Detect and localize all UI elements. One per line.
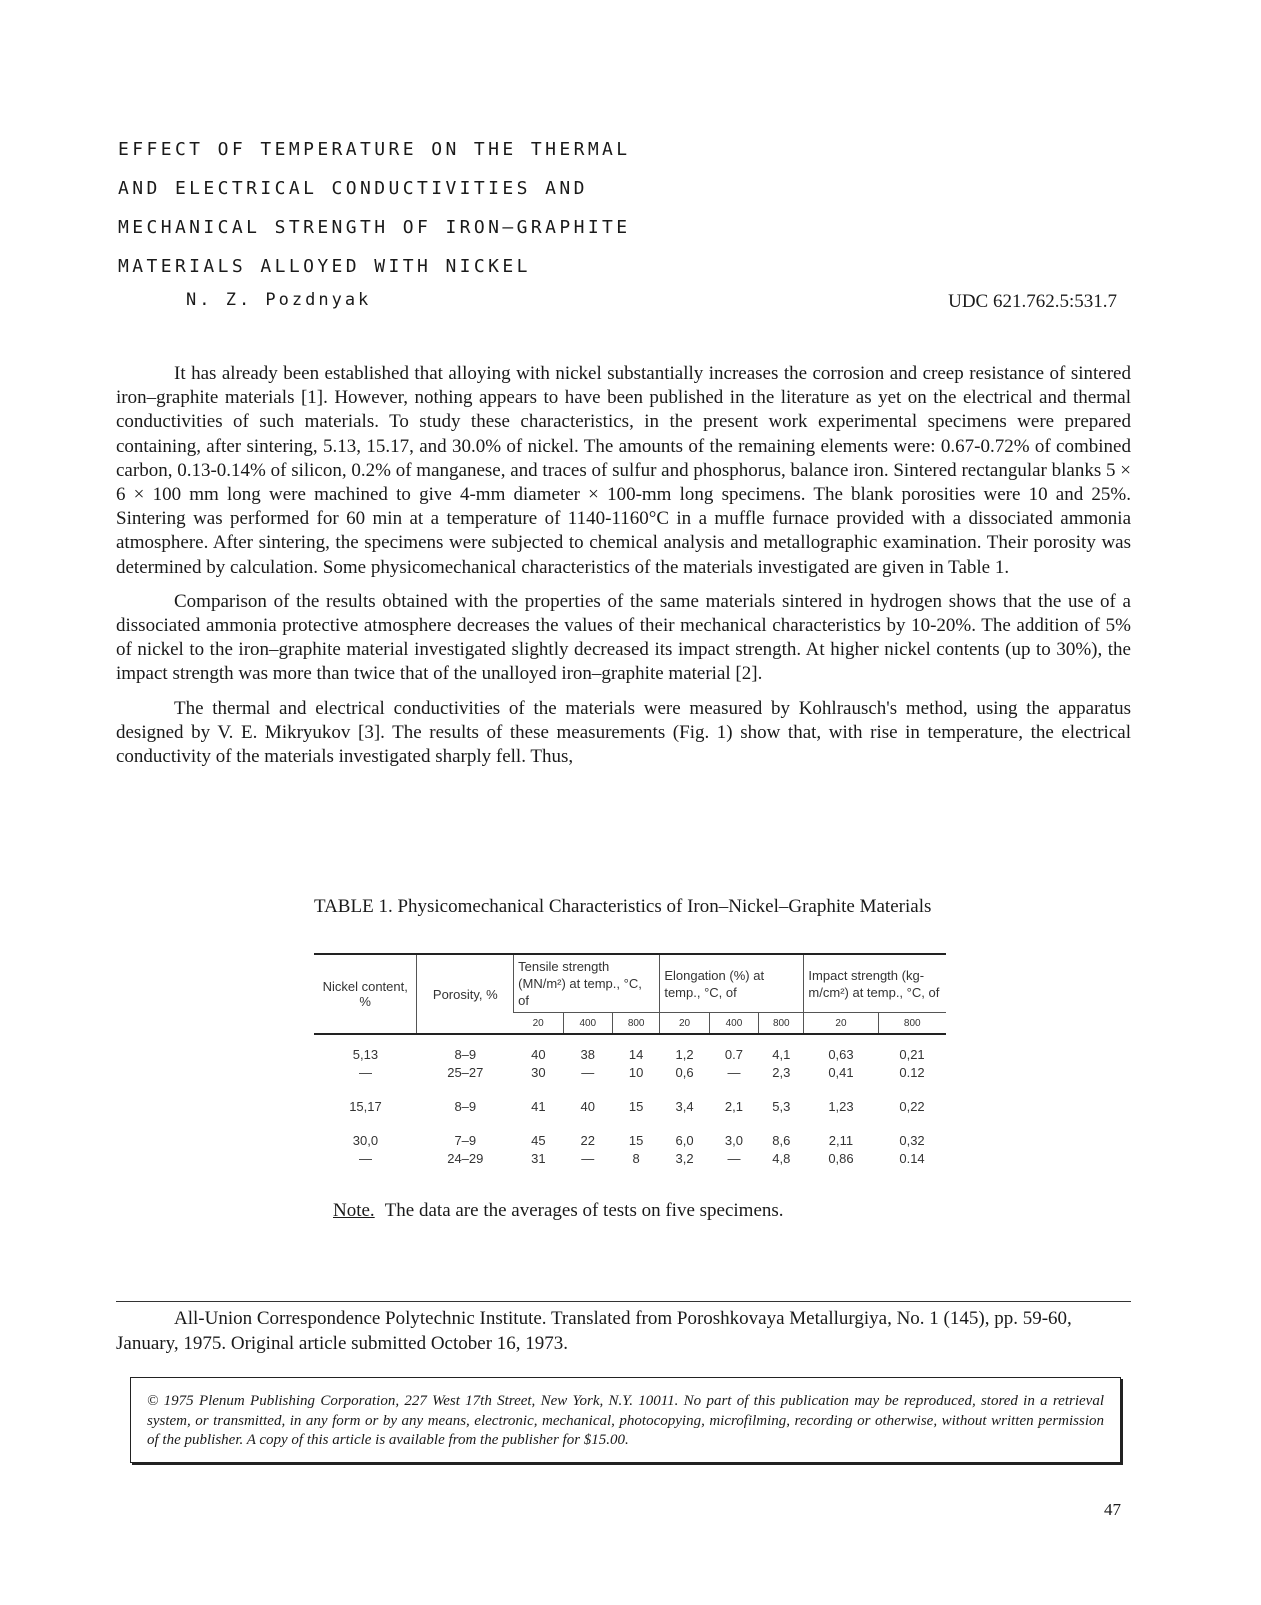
title-line: AND ELECTRICAL CONDUCTIVITIES AND	[118, 178, 588, 199]
table-container	[314, 953, 946, 1167]
table-cell: —	[581, 1064, 595, 1080]
table-cell: 2,1	[724, 1098, 743, 1114]
table-note	[333, 1200, 784, 1222]
subheader-temp: 800	[612, 1013, 659, 1035]
title-line: MECHANICAL STRENGTH OF IRON–GRAPHITE	[118, 217, 631, 238]
header-nickel-content: Nickel content, %	[314, 954, 417, 1034]
table-cell: 6,0	[675, 1132, 694, 1148]
subheader-temp: 20	[660, 1013, 709, 1035]
title-line: MATERIALS ALLOYED WITH NICKEL	[118, 256, 531, 277]
table-cell: 3,4	[675, 1098, 694, 1114]
table-cell: 15	[628, 1132, 644, 1148]
header-impact-strength: Impact strength (kg-m/cm²) at temp., °C, of	[804, 954, 946, 1013]
subheader-temp: 800	[759, 1013, 804, 1035]
table-cell: 30,0	[352, 1132, 379, 1148]
note-text: The data are the averages of tests on five specimens.	[384, 1200, 784, 1221]
table-cell: 4,8	[772, 1150, 791, 1166]
table-row	[314, 1131, 946, 1149]
table-cell: 31	[531, 1150, 546, 1166]
udc-code: UDC 621.762.5:531.7	[948, 291, 1117, 312]
table-row	[314, 1034, 946, 1063]
table-cell: 8–9	[454, 1098, 477, 1114]
table-cell: 0.7	[724, 1046, 743, 1062]
table-cell: —	[581, 1150, 595, 1166]
header-tensile-strength: Tensile strength (MN/m²) at temp., °C, of	[514, 954, 660, 1013]
table-cell: 38	[580, 1046, 596, 1062]
body-paragraph: The thermal and electrical conductivities of the materials were measured by Kohlrausch's method, using the apparatus designed by V. E. Mikryukov [3]. The results of these measurements (Fig. 1) show that, with rise in temperature, the electrical conductivity of the materials investigated sharply fell. Thus,	[116, 697, 1131, 768]
copyright-notice: © 1975 Plenum Publishing Corporation, 227 West 17th Street, New York, N.Y. 10011. No part of this publication may be reproduced, stored in a retrieval system, or transmitted, in any form or by any means, electronic, mechanical, photocopying, microfilming, recording or otherwise, without written permission of the publisher. A copy of this article is available from the publisher for $15.00.	[130, 1377, 1121, 1463]
table-spacer	[314, 1115, 946, 1131]
table-cell: 3,0	[724, 1132, 743, 1148]
header-elongation: Elongation (%) at temp., °C, of	[660, 954, 804, 1013]
note-label: Note.	[333, 1200, 375, 1221]
article-title	[118, 130, 878, 286]
subheader-temp: 20	[514, 1013, 563, 1035]
table-spacer	[314, 1081, 946, 1097]
table-cell: 41	[531, 1098, 546, 1114]
table-row	[314, 1097, 946, 1115]
table-cell: 7–9	[454, 1132, 477, 1148]
page-number: 47	[1104, 1500, 1121, 1519]
table-row	[314, 1149, 946, 1167]
subheader-temp: 800	[878, 1013, 946, 1035]
table-cell: 40	[580, 1098, 596, 1114]
title-line: EFFECT OF TEMPERATURE ON THE THERMAL	[118, 139, 631, 160]
table-cell: —	[727, 1150, 741, 1166]
footnote-divider	[116, 1301, 1131, 1302]
table-cell: 2,3	[772, 1064, 791, 1080]
table-cell: 0,32	[899, 1132, 925, 1148]
table-cell: 0,63	[828, 1046, 854, 1062]
author-name: N. Z. Pozdnyak	[186, 290, 372, 310]
header-porosity: Porosity, %	[417, 954, 514, 1034]
table-cell: 22	[580, 1132, 596, 1148]
table-cell: 8,6	[772, 1132, 791, 1148]
table-cell: 0.12	[899, 1064, 925, 1080]
table-cell: 45	[531, 1132, 546, 1148]
table-cell: 8–9	[454, 1046, 477, 1062]
table-cell: 14	[628, 1046, 644, 1062]
table-row	[314, 1063, 946, 1081]
table-cell: 5,13	[352, 1046, 379, 1062]
table-cell: 0,21	[899, 1046, 925, 1062]
table-cell: 3,2	[675, 1150, 694, 1166]
subheader-temp: 20	[804, 1013, 878, 1035]
table-cell: 10	[628, 1064, 644, 1080]
table-cell: 1,2	[675, 1046, 694, 1062]
body-paragraph: Comparison of the results obtained with the properties of the same materials sintered in hydrogen shows that the use of a dissociated ammonia protective atmosphere decreases the values of their mechanical characteristics by 10-20%. The addition of 5% of nickel to the iron–graphite material investigated slightly decreased its impact strength. At higher nickel contents (up to 30%), the impact strength was more than twice that of the unalloyed iron–graphite material [2].	[116, 590, 1131, 685]
properties-table	[314, 953, 946, 1167]
footnote: All-Union Correspondence Polytechnic Institute. Translated from Poroshkovaya Metallurgiya, No. 1 (145), pp. 59-60, January, 1975. Original article submitted October 16, 1973.	[116, 1308, 1072, 1354]
table-cell: 1,23	[828, 1098, 854, 1114]
table-cell: 40	[531, 1046, 546, 1062]
table-cell: 24–29	[447, 1150, 484, 1166]
article-body	[116, 362, 1131, 779]
table-cell: 4,1	[772, 1046, 791, 1062]
table-cell: 15	[628, 1098, 644, 1114]
table-cell: 0,41	[828, 1064, 854, 1080]
table-cell: 30	[531, 1064, 546, 1080]
table-cell: 0,6	[675, 1064, 694, 1080]
table-cell: —	[358, 1064, 372, 1080]
table-cell: 2,11	[828, 1132, 854, 1148]
body-paragraph: It has already been established that alloying with nickel substantially increases the corrosion and creep resistance of sintered iron–graphite materials [1]. However, nothing appears to have been published in the literature as yet on the electrical and thermal conductivities of such materials. To study these characteristics, in the present work experimental specimens were prepared containing, after sintering, 5.13, 15.17, and 30.0% of nickel. The amounts of the remaining elements were: 0.67-0.72% of combined carbon, 0.13-0.14% of silicon, 0.2% of manganese, and traces of sulfur and phosphorus, balance iron. Sintered rectangular blanks 5 × 6 × 100 mm long were machined to give 4-mm diameter × 100-mm long specimens. The blank porosities were 10 and 25%. Sintering was performed for 60 min at a temperature of 1140-1160°C in a muffle furnace provided with a dissociated ammonia atmosphere. After sintering, the specimens were subjected to chemical analysis and metallographic examination. Their porosity was determined by calculation. Some physicomechanical characteristics of the materials investigated are given in Table 1.	[116, 363, 1131, 578]
table-cell: 5,3	[772, 1098, 791, 1114]
subheader-temp: 400	[563, 1013, 612, 1035]
subheader-temp: 400	[709, 1013, 758, 1035]
table-cell: —	[727, 1064, 741, 1080]
table-cell: 25–27	[447, 1064, 484, 1080]
table-cell: 0,22	[899, 1098, 925, 1114]
table-cell: 0.14	[899, 1150, 925, 1166]
table-cell: 8	[632, 1150, 640, 1166]
table-caption: TABLE 1. Physicomechanical Characteristics of Iron–Nickel–Graphite Materials	[314, 896, 932, 917]
table-cell: 0,86	[828, 1150, 854, 1166]
table-cell: —	[358, 1150, 372, 1166]
table-cell: 15,17	[349, 1098, 382, 1114]
